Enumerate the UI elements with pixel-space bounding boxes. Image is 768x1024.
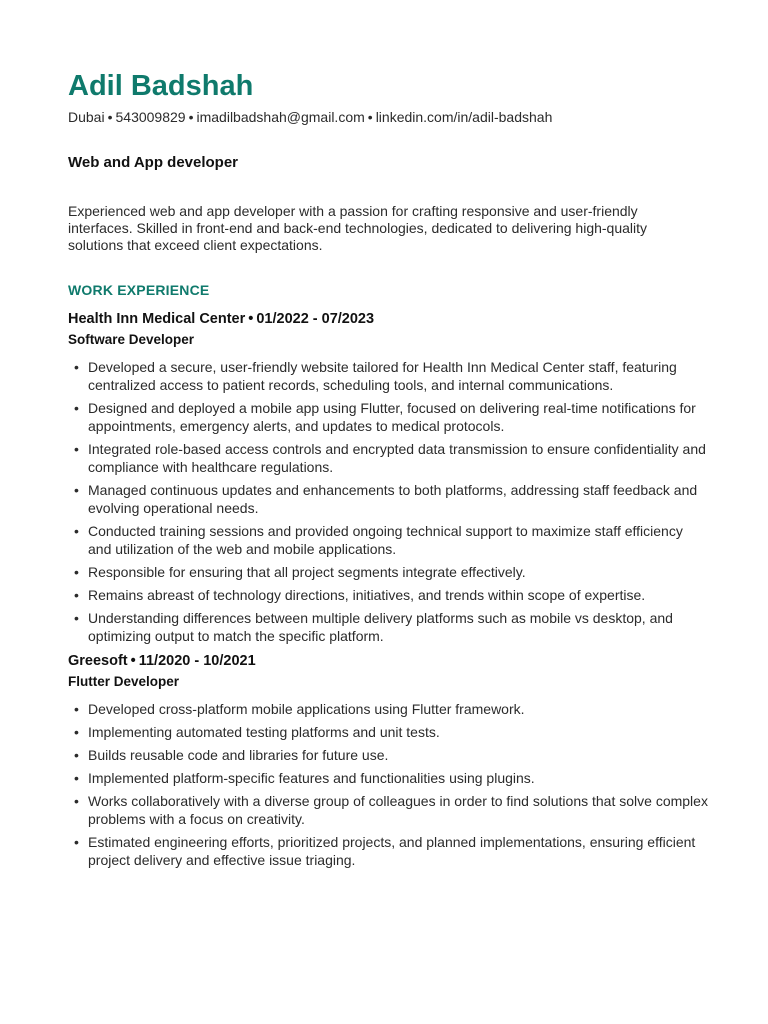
candidate-name: Adil Badshah [68,70,254,102]
contact-linkedin: linkedin.com/in/adil-badshah [375,109,553,125]
list-item [68,700,708,718]
bullet-text: Conducted training sessions and provided ongoing technical support to maximize staff efficiency and utilization of the web and mobile applications. [88,523,683,557]
job-role: Software Developer [68,332,195,347]
list-item [68,481,708,517]
list-item [68,440,708,476]
job-separator: • [248,311,254,327]
list-item [68,609,708,645]
list-item [68,769,708,787]
job-entry-health-inn [68,310,708,645]
contact-location: Dubai [68,109,105,125]
bullet-text: Developed a secure, user-friendly website tailored for Health Inn Medical Center staff, featuring centralized access to patient records, scheduling tools, and internal communications. [88,359,677,393]
job-heading [68,310,708,329]
bullet-text: Understanding differences between multiple delivery platforms such as mobile vs desktop, and optimizing output to match the specific platform. [88,610,673,644]
job-separator: • [130,653,136,669]
job-dates: 01/2022 - 07/2023 [256,311,375,327]
section-title-work-experience: WORK EXPERIENCE [68,282,210,298]
job-heading [68,652,708,671]
list-item [68,792,708,828]
bullet-text: Responsible for ensuring that all project segments integrate effectively. [88,564,526,580]
job-entry-greesoft [68,652,708,869]
contact-email: imadilbadshah@gmail.com [196,109,365,125]
job-role: Flutter Developer [68,674,180,689]
bullet-text: Designed and deployed a mobile app using Flutter, focused on delivering real-time notifications for appointments, emergency alerts, and updates to medical protocols. [88,400,696,434]
contact-separator: • [367,109,373,125]
list-item [68,522,708,558]
contact-line [68,107,708,127]
bullet-text: Integrated role-based access controls and encrypted data transmission to ensure confidentiality and compliance with healthcare regulations. [88,441,706,475]
job-bullet-list [68,358,708,645]
list-item [68,358,708,394]
list-item [68,586,708,604]
bullet-text: Implemented platform-specific features and functionalities using plugins. [88,770,535,786]
contact-separator: • [188,109,194,125]
bullet-text: Estimated engineering efforts, prioritized projects, and planned implementations, ensuring efficient project delivery and effective issue triaging. [88,834,696,868]
job-bullet-list [68,700,708,869]
list-item [68,746,708,764]
job-company: Health Inn Medical Center [68,311,246,327]
bullet-text: Managed continuous updates and enhancements to both platforms, addressing staff feedback and evolving operational needs. [88,482,698,516]
job-company: Greesoft [68,653,128,669]
list-item [68,723,708,741]
contact-phone: 543009829 [115,109,186,125]
list-item [68,399,708,435]
job-dates: 11/2020 - 10/2021 [138,653,256,669]
bullet-text: Works collaboratively with a diverse group of colleagues in order to find solutions that solve complex problems with a focus on creativity. [88,793,708,827]
bullet-text: Implementing automated testing platforms and unit tests. [88,724,440,740]
professional-headline: Web and App developer [68,154,239,171]
professional-summary: Experienced web and app developer with a passion for crafting responsive and user-friendly interfaces. Skilled in front-end and back-end technologies, dedicated to delivering high-quality solutions that exceed client expectations. [68,203,648,253]
list-item [68,563,708,581]
bullet-text: Builds reusable code and libraries for future use. [88,747,389,763]
bullet-text: Remains abreast of technology directions, initiatives, and trends within scope of expertise. [88,587,646,603]
bullet-text: Developed cross-platform mobile applications using Flutter framework. [88,701,525,717]
list-item [68,833,708,869]
resume-page [68,68,708,874]
contact-separator: • [107,109,113,125]
